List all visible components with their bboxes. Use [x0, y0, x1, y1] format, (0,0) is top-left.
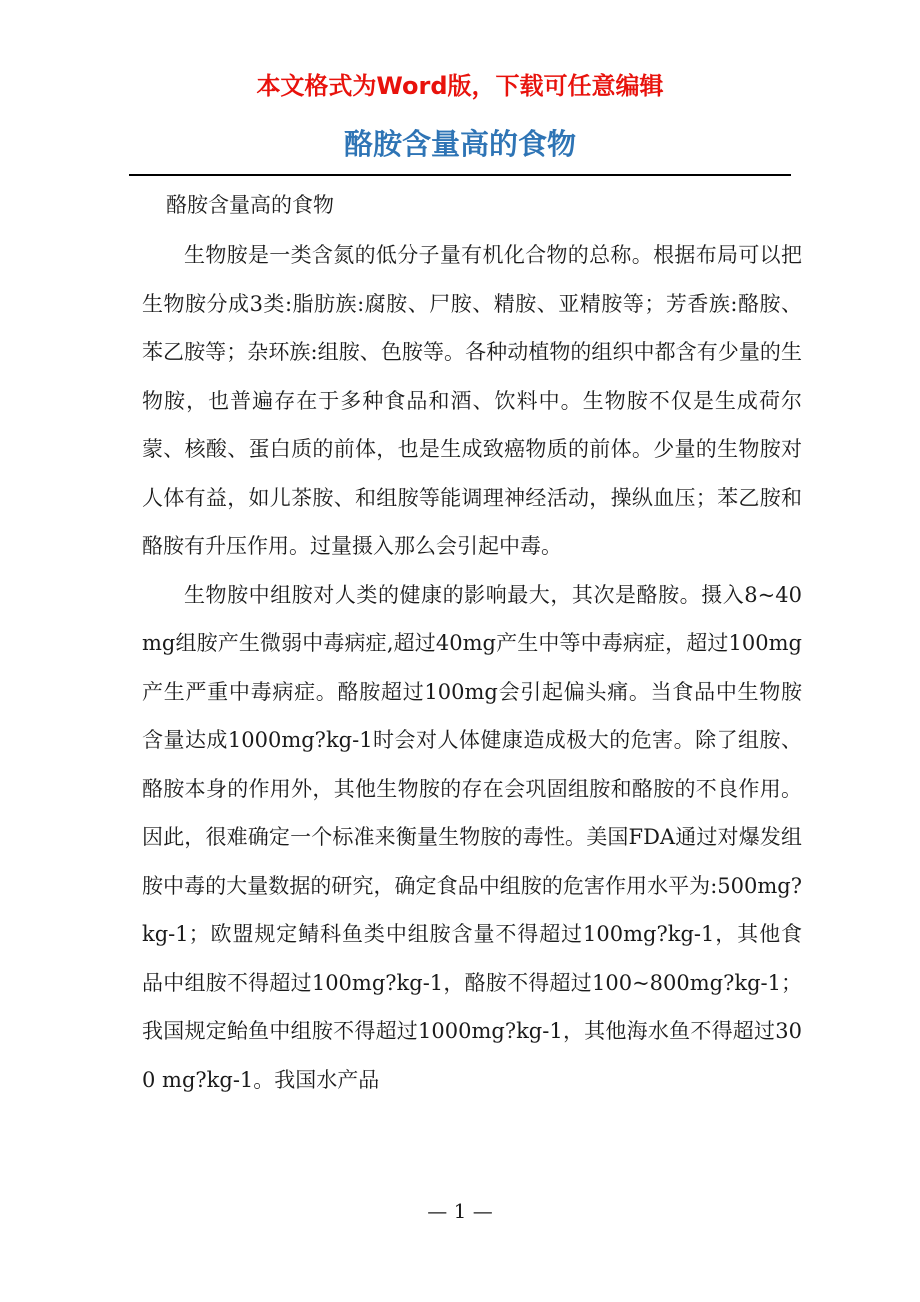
- title-divider: [129, 174, 791, 176]
- paragraph-biogenic-amines: 生物胺是一类含氮的低分子量有机化合物的总称。根据布局可以把生物胺分成3类:脂肪族:腐胺、尸胺、精胺、亚精胺等；芳香族:酪胺、苯乙胺等；杂环族:组胺、色胺等。各种动植物的组织中都含有少量的生物胺，也普遍存在于多种食品和酒、饮料中。生物胺不仅是生成荷尔蒙、核酸、蛋白质的前体，也是生成致癌物质的前体。少量的生物胺对人体有益，如儿茶胺、和组胺等能调理神经活动，操纵血压；苯乙胺和酪胺有升压作用。过量摄入那么会引起中毒。: [142, 243, 802, 558]
- page-title: 酪胺含量高的食物: [343, 127, 576, 161]
- paragraph-histamine-toxicity: 生物胺中组胺对人类的健康的影响最大，其次是酪胺。摄入8~40mg组胺产生微弱中毒病症,超过40mg产生中等中毒病症，超过100mg产生严重中毒病症。酪胺超过100mg会引起偏头痛。当食品中生物胺含量达成1000mg?kg-1时会对人体健康造成极大的危害。除了组胺、酪胺本身的作用外，其他生物胺的存在会巩固组胺和酪胺的不良作用。因此，很难确定一个标准来衡量生物胺的毒性。美国FDA通过对爆发组胺中毒的大量数据的研究，确定食品中组胺的危害作用水平为:500mg?kg-1；欧盟规定鲭科鱼类中组胺含量不得超过100mg?kg-1，其他食品中组胺不得超过100mg?kg-1，酪胺不得超过100~800mg?kg-1；我国规定鲐鱼中组胺不得超过1000mg?kg-1，其他海水鱼不得超过300 mg?kg-1。我国水产品: [142, 582, 802, 1092]
- document-body: [142, 181, 802, 1104]
- page-number: — 1 —: [427, 1199, 493, 1223]
- download-notice: 本文格式为Word版，下载可任意编辑: [256, 72, 664, 100]
- section-heading: 酪胺含量高的食物: [166, 193, 334, 217]
